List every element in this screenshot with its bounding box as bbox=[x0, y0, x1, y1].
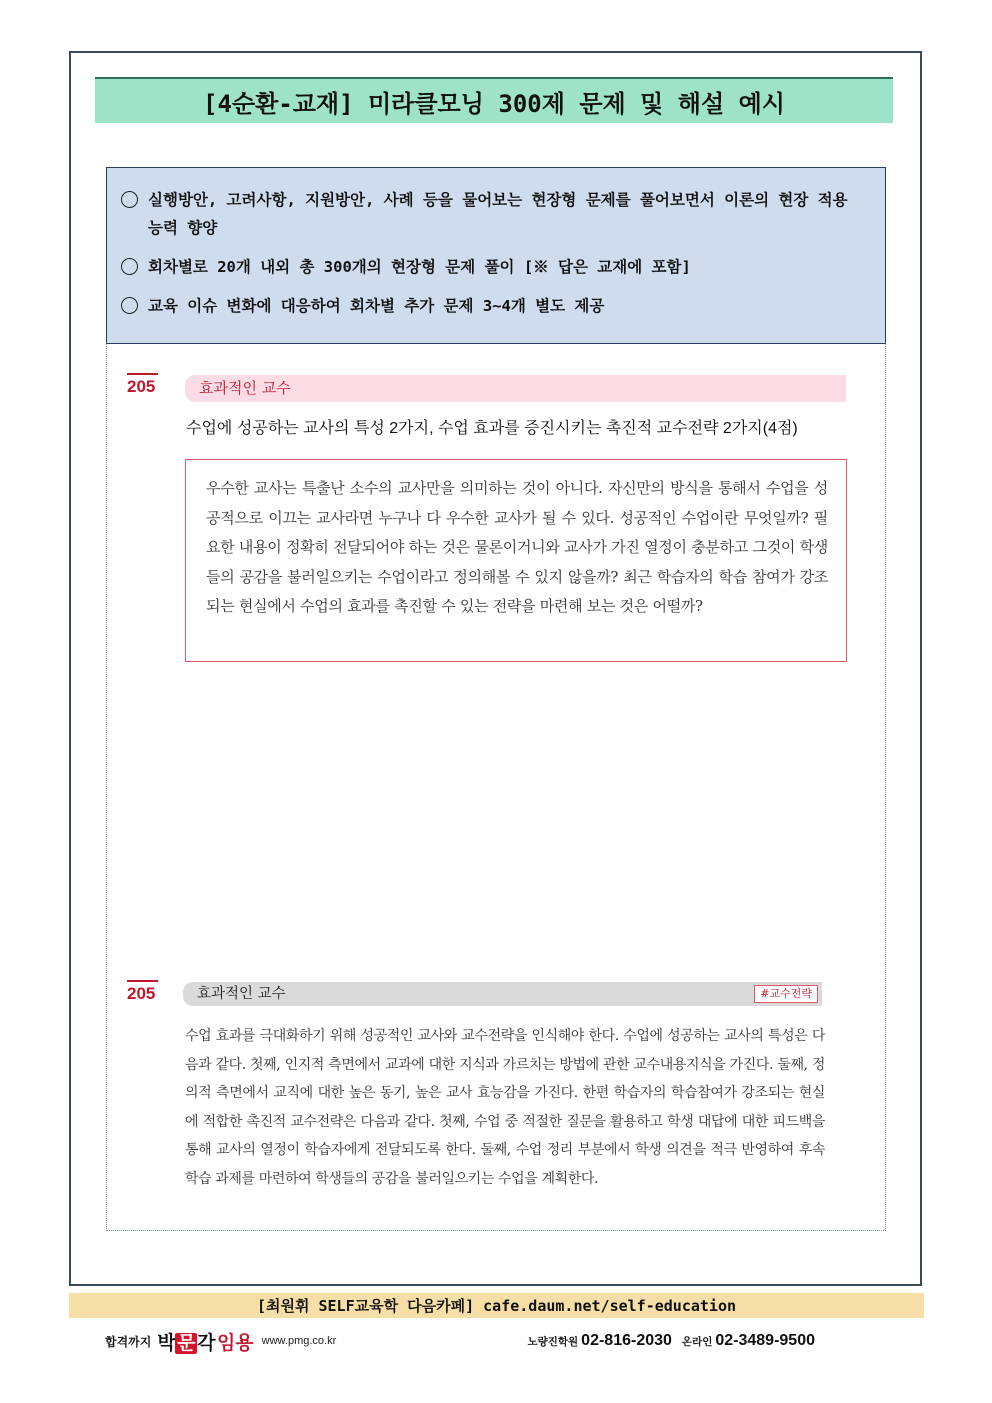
footer-banner: [최원휘 SELF교육학 다음카페] cafe.daum.net/self-education bbox=[69, 1293, 924, 1318]
question-topic-bar: 효과적인 교수 bbox=[185, 375, 846, 402]
publisher-slogan: 합격까지 bbox=[105, 1334, 152, 1349]
publisher-brand-suffix: 임용 bbox=[216, 1332, 254, 1354]
circle-bullet-icon bbox=[121, 297, 138, 314]
question-prompt: 수업에 성공하는 교사의 특성 2가지, 수업 효과를 증진시키는 촉진적 교수전략 2가지(4점) bbox=[186, 420, 798, 437]
summary-item-text: 실행방안, 고려사항, 지원방안, 사례 등을 물어보는 현장형 문제를 풀어보면서 이론의 현장 적용 능력 향양 bbox=[148, 191, 848, 237]
contact-phone: 02-816-2030 bbox=[581, 1332, 672, 1349]
summary-item-text: 회차별로 20개 내외 총 300개의 현장형 문제 풀이 [※ 답은 교재에 포함] bbox=[148, 258, 691, 276]
circle-bullet-icon bbox=[121, 258, 138, 275]
topic-tag: #교수전략 bbox=[754, 985, 818, 1003]
publisher-logo bbox=[105, 1327, 336, 1355]
publisher-brand: 박 문 각 bbox=[157, 1332, 215, 1354]
summary-item bbox=[121, 186, 865, 242]
contact-label: 온라인 bbox=[681, 1335, 713, 1348]
answer-number: 205 bbox=[127, 984, 156, 1003]
passage-text: 우수한 교사는 특출난 소수의 교사만을 의미하는 것이 아니다. 자신만의 방식을 통해서 수업을 성공적으로 이끄는 교사라면 누구나 다 우수한 교사가 될 수 있다. 성공적인 수업이란 무엇일까? 필요한 내용이 정확히 전달되어야 하는 것은 물론이거니와 교사가 가진 열정이 충분하고 그것이 학생들의 공감을 불러일으키는 수업이라고 정의해볼 수 있지 않을까? 최근 학습자의 학습 참여가 강조되는 현실에서 수업의 효과를 촉진할 수 있는 전략을 마련해 보는 것은 어떨까? bbox=[206, 479, 828, 615]
contact-phone: 02-3489-9500 bbox=[715, 1332, 815, 1349]
answer-topic: 효과적인 교수 bbox=[197, 986, 286, 1002]
summary-box bbox=[106, 167, 886, 344]
answer-text: 수업 효과를 극대화하기 위해 성공적인 교사와 교수전략을 인식해야 한다. 수업에 성공하는 교사의 특성은 다음과 같다. 첫째, 인지적 측면에서 교과에 대한 지식과 가르치는 방법에 관한 교수내용지식을 가진다. 둘째, 정의적 측면에서 교직에 대한 높은 동기, 높은 교사 효능감을 가진다. 한편 학습자의 학습참여가 강조되는 현실에 적합한 촉진적 교수전략은 다음과 같다. 첫째, 수업 중 적절한 질문을 활용하고 학생 대답에 대한 피드백을 통해 교사의 열정이 학습자에게 전달되도록 한다. 둘째, 수업 정리 부분에서 학생 의견을 적극 반영하여 후속 학습 과제를 마련하여 학생들의 공감을 불러일으키는 수업을 계획한다. bbox=[185, 1028, 825, 1187]
summary-item bbox=[121, 292, 865, 320]
contacts bbox=[527, 1327, 815, 1355]
contact-label: 노량진학원 bbox=[527, 1335, 579, 1348]
question-number: 205 bbox=[127, 377, 156, 396]
answer-topic-bar bbox=[183, 982, 822, 1006]
summary-item-text: 교육 이슈 변화에 대응하여 회차별 추가 문제 3~4개 별도 제공 bbox=[148, 297, 605, 315]
page-title: [4순환-교재] 미라클모닝 300제 문제 및 해설 예시 bbox=[95, 77, 893, 123]
passage-box bbox=[185, 459, 847, 662]
summary-item bbox=[121, 253, 865, 281]
circle-bullet-icon bbox=[121, 191, 138, 208]
publisher-url[interactable]: www.pmg.co.kr bbox=[261, 1335, 337, 1347]
